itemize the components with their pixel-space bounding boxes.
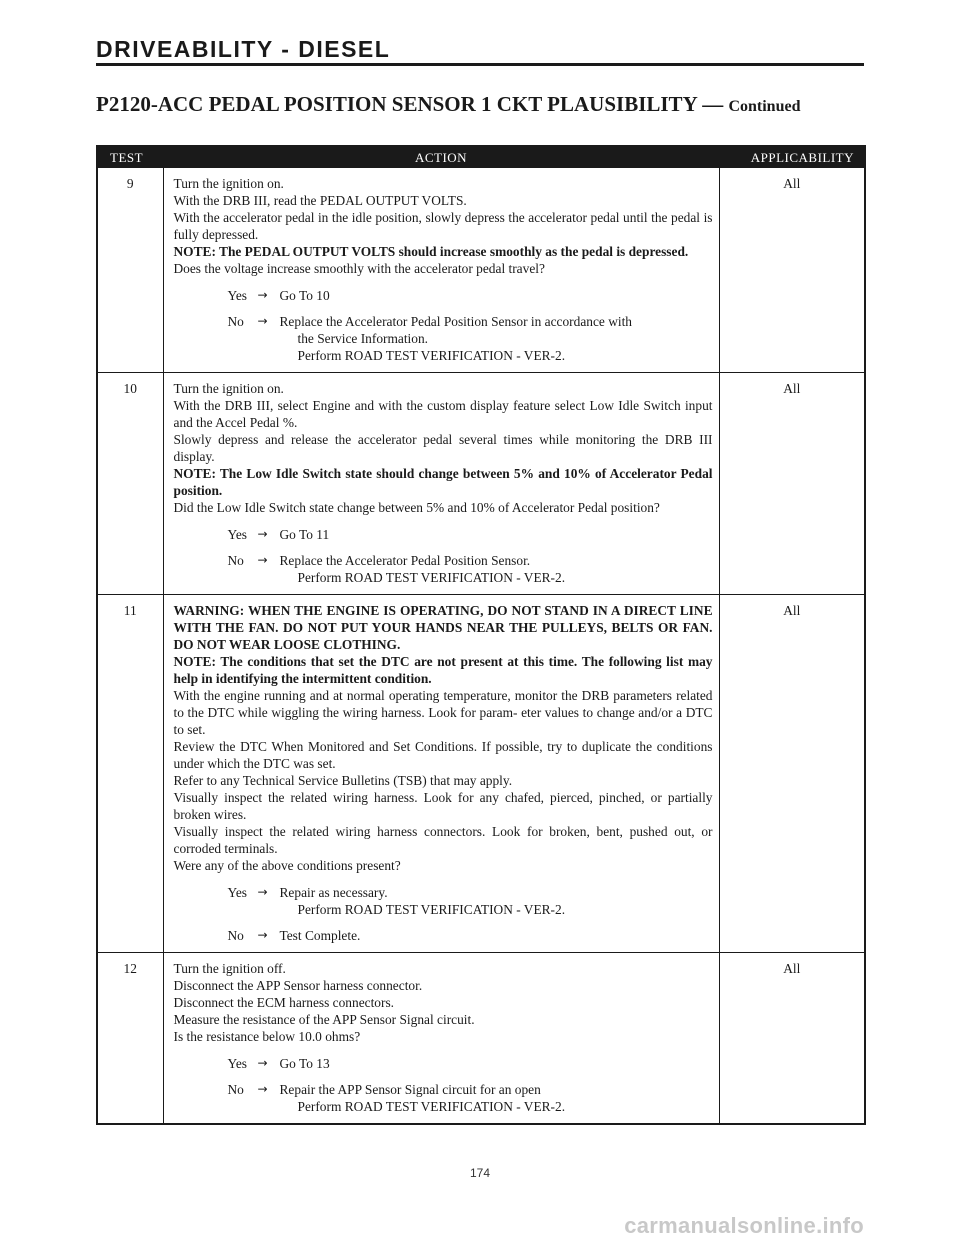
page-number: 174 xyxy=(469,1166,491,1180)
action-note: NOTE: The conditions that set the DTC are not present at this time. The following list may help in identifying the intermittent condition. xyxy=(173,654,713,686)
action-step: Review the DTC When Monitored and Set Conditions. If possible, try to duplicate the conditions under which the DTC was set. xyxy=(173,739,713,771)
test-results xyxy=(174,1055,713,1115)
test-applicability: All xyxy=(719,168,865,373)
result-label: Yes xyxy=(227,288,247,303)
result-line: Perform ROAD TEST VERIFICATION - VER-2. xyxy=(297,902,566,917)
result-label: No xyxy=(227,314,244,329)
result-line: Repair as necessary. xyxy=(279,885,388,900)
result-no xyxy=(174,313,713,364)
result-label: Yes xyxy=(227,527,247,542)
result-no xyxy=(174,552,713,586)
result-text xyxy=(280,1081,713,1115)
page-title-main: P2120-ACC PEDAL POSITION SENSOR 1 CKT PLAUSIBILITY — xyxy=(96,92,724,116)
result-text xyxy=(280,526,713,543)
action-step: Does the voltage increase smoothly with the accelerator pedal travel? xyxy=(173,261,545,276)
section-header: DRIVEABILITY - DIESEL xyxy=(96,36,391,62)
test-results xyxy=(174,287,713,364)
action-step: Disconnect the ECM harness connectors. xyxy=(173,995,395,1010)
action-step: Turn the ignition on. xyxy=(173,176,284,191)
test-action xyxy=(163,373,719,595)
test-action xyxy=(163,168,719,373)
result-label: No xyxy=(227,1082,244,1097)
action-step: With the DRB III, select Engine and with the custom display feature select Low Idle Switch input and the Accel Pedal %. xyxy=(173,398,713,430)
action-step: Did the Low Idle Switch state change between 5% and 10% of Accelerator Pedal position? xyxy=(173,500,660,515)
column-header-action: ACTION xyxy=(163,146,719,168)
result-text xyxy=(280,927,713,944)
test-number: 12 xyxy=(97,953,163,1125)
test-applicability: All xyxy=(719,373,865,595)
arrow-right-icon: → xyxy=(257,288,268,302)
result-line: Go To 10 xyxy=(279,288,330,303)
arrow-right-icon: → xyxy=(257,553,268,567)
test-number: 9 xyxy=(97,168,163,373)
result-line: Test Complete. xyxy=(279,928,361,943)
result-label: Yes xyxy=(227,1056,247,1071)
header-rule xyxy=(96,63,864,66)
result-label: No xyxy=(227,553,244,568)
result-line: Replace the Accelerator Pedal Position Sensor in accordance with xyxy=(279,314,632,329)
test-applicability: All xyxy=(719,595,865,953)
result-line: Repair the APP Sensor Signal circuit for an open xyxy=(279,1082,541,1097)
result-yes xyxy=(174,1055,713,1072)
result-line: Perform ROAD TEST VERIFICATION - VER-2. xyxy=(297,1099,566,1114)
arrow-right-icon: → xyxy=(257,527,268,541)
result-no xyxy=(174,1081,713,1115)
test-action xyxy=(163,595,719,953)
result-text xyxy=(280,884,713,918)
result-label: Yes xyxy=(227,885,247,900)
table-row xyxy=(97,595,865,953)
arrow-right-icon: → xyxy=(257,885,268,899)
action-note: NOTE: The PEDAL OUTPUT VOLTS should increase smoothly as the pedal is depressed. xyxy=(173,244,689,259)
test-action xyxy=(163,953,719,1125)
table-row xyxy=(97,373,865,595)
result-yes xyxy=(174,884,713,918)
table-header xyxy=(97,146,865,168)
action-step: With the accelerator pedal in the idle position, slowly depress the accelerator pedal until the pedal is fully depressed. xyxy=(173,210,713,242)
action-note: NOTE: The Low Idle Switch state should change between 5% and 10% of Accelerator Pedal position. xyxy=(173,466,713,498)
table-body xyxy=(97,168,865,1124)
result-text xyxy=(280,552,713,586)
result-line: Replace the Accelerator Pedal Position Sensor. xyxy=(279,553,531,568)
test-number: 11 xyxy=(97,595,163,953)
result-yes xyxy=(174,287,713,304)
result-line: the Service Information. xyxy=(297,331,429,346)
action-step: Is the resistance below 10.0 ohms? xyxy=(173,1029,361,1044)
action-step: With the DRB III, read the PEDAL OUTPUT VOLTS. xyxy=(173,193,467,208)
result-label: No xyxy=(227,928,244,943)
page-title xyxy=(96,92,800,117)
action-step: Were any of the above conditions present? xyxy=(173,858,401,873)
arrow-right-icon: → xyxy=(257,1056,268,1070)
action-step: Refer to any Technical Service Bulletins (TSB) that may apply. xyxy=(173,773,513,788)
arrow-right-icon: → xyxy=(257,928,268,942)
watermark: carmanualsonline.info xyxy=(624,1213,864,1238)
action-step: With the engine running and at normal operating temperature, monitor the DRB parameters related to the DTC while wiggling the wiring harness. Look for param- eter values to change and/or a DTC to set. xyxy=(173,688,713,737)
action-step: Slowly depress and release the accelerator pedal several times while monitoring the DRB III display. xyxy=(173,432,713,464)
result-line: Perform ROAD TEST VERIFICATION - VER-2. xyxy=(297,348,566,363)
test-results xyxy=(174,526,713,586)
result-line: Go To 11 xyxy=(279,527,330,542)
column-header-test: TEST xyxy=(97,146,163,168)
arrow-right-icon: → xyxy=(257,1082,268,1096)
result-line: Go To 13 xyxy=(279,1056,330,1071)
action-step: Visually inspect the related wiring harness connectors. Look for broken, bent, pushed out, or corroded terminals. xyxy=(173,824,713,856)
result-no xyxy=(174,927,713,944)
diagnostic-test-table xyxy=(96,145,866,1125)
action-step: Turn the ignition on. xyxy=(173,381,284,396)
action-step: Disconnect the APP Sensor harness connector. xyxy=(173,978,423,993)
test-results xyxy=(174,884,713,944)
result-text xyxy=(280,1055,713,1072)
table-row xyxy=(97,168,865,373)
arrow-right-icon: → xyxy=(257,314,268,328)
result-text xyxy=(280,287,713,304)
test-applicability: All xyxy=(719,953,865,1125)
action-step: Visually inspect the related wiring harness. Look for any chafed, pierced, pinched, or partially broken wires. xyxy=(173,790,713,822)
action-step: Turn the ignition off. xyxy=(173,961,286,976)
result-text xyxy=(280,313,713,364)
action-note: WARNING: WHEN THE ENGINE IS OPERATING, DO NOT STAND IN A DIRECT LINE WITH THE FAN. DO NOT PUT YOUR HANDS NEAR THE PULLEYS, BELTS OR FAN. DO NOT WEAR LOOSE CLOTHING. xyxy=(173,603,713,652)
result-line: Perform ROAD TEST VERIFICATION - VER-2. xyxy=(297,570,566,585)
table-row xyxy=(97,953,865,1125)
column-header-applicability: APPLICABILITY xyxy=(719,146,865,168)
test-number: 10 xyxy=(97,373,163,595)
action-step: Measure the resistance of the APP Sensor Signal circuit. xyxy=(173,1012,475,1027)
result-yes xyxy=(174,526,713,543)
page-title-continued: Continued xyxy=(728,98,801,115)
